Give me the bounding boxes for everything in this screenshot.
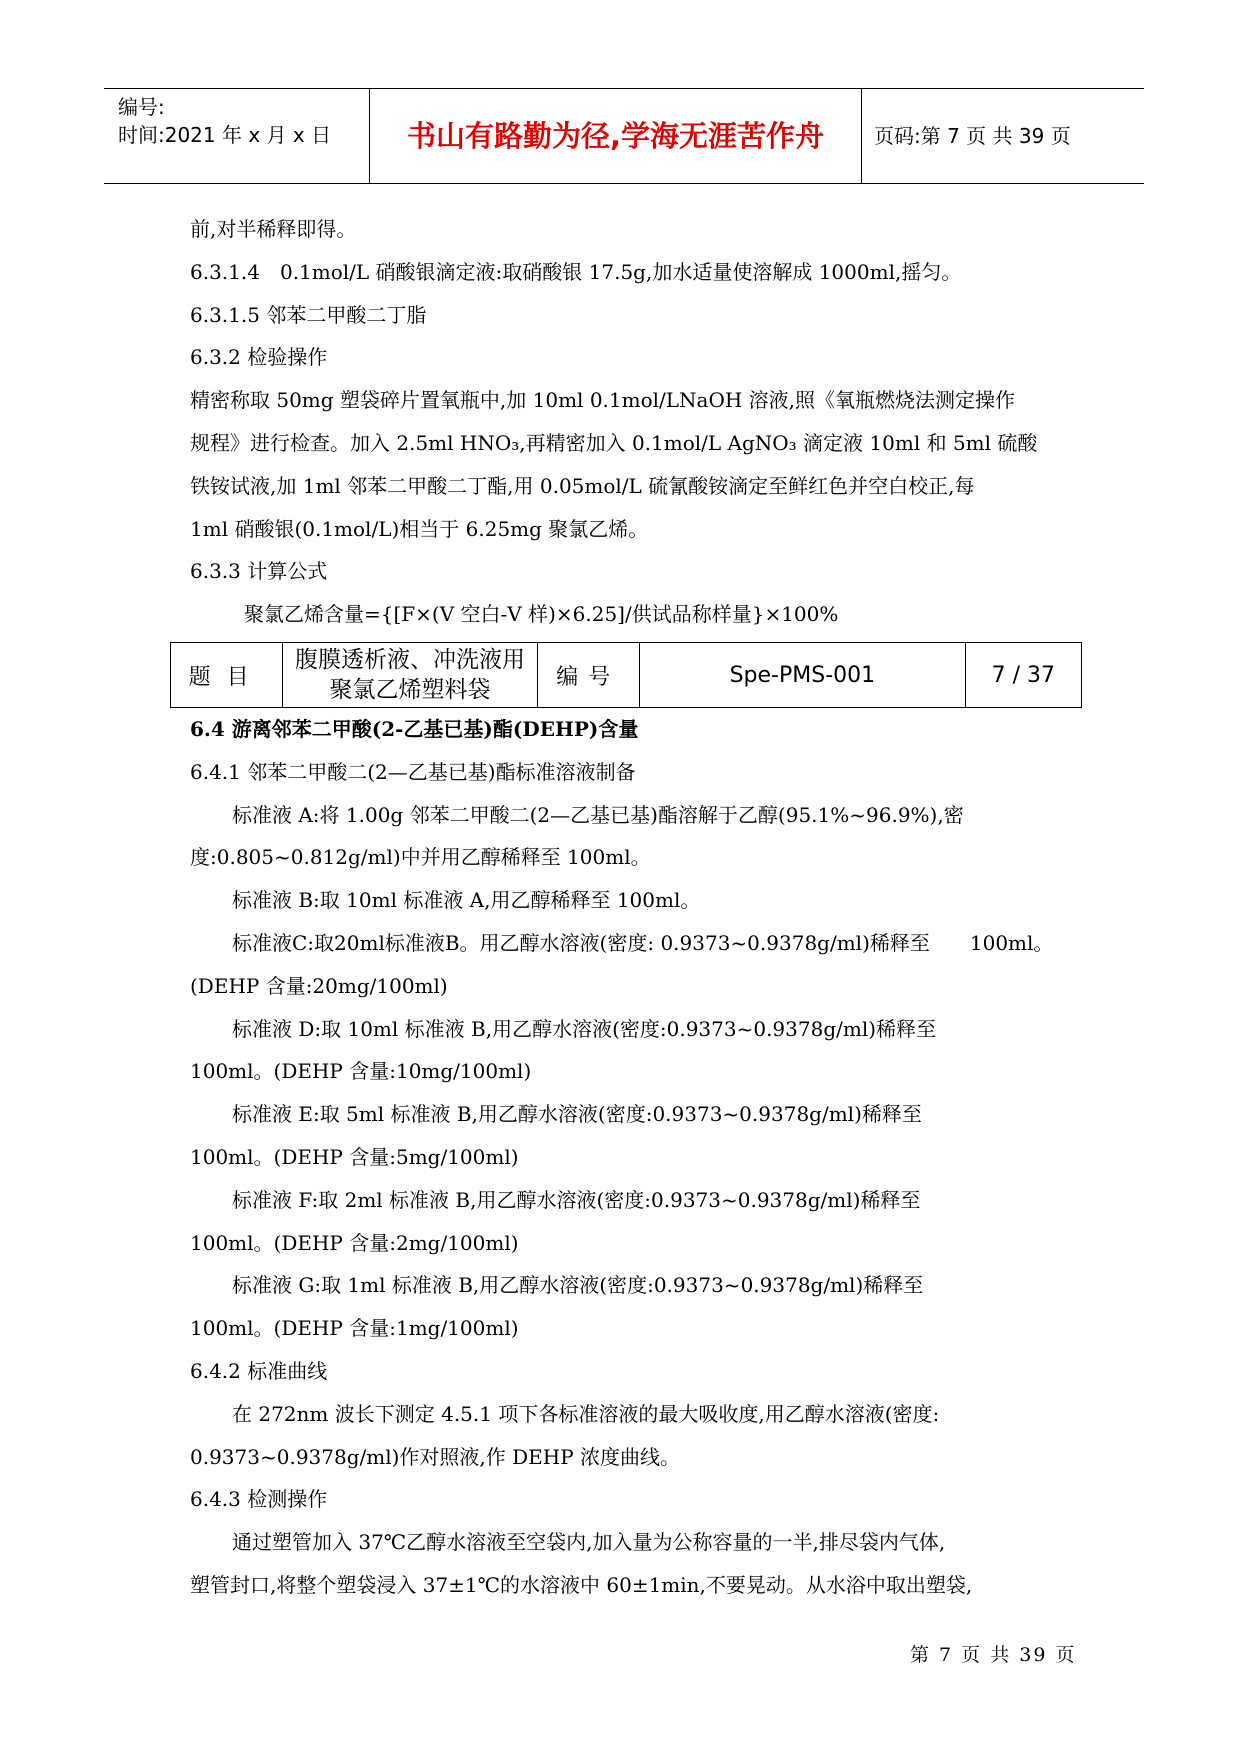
body-line: 6.3.2 检验操作: [190, 345, 328, 370]
body-line: 100ml。(DEHP 含量:10mg/100ml): [190, 1059, 532, 1084]
document-code: Spe-PMS-001: [640, 643, 966, 708]
title-label: 题目: [171, 643, 283, 708]
header-motto: 书山有路勤为径,学海无涯苦作舟: [406, 119, 825, 153]
body-line: 标准液 F:取 2ml 标准液 B,用乙醇水溶液(密度:0.9373~0.9378g/ml)稀释至: [232, 1187, 921, 1212]
body-line: 6.3.1.4 0.1mol/L 硝酸银滴定液:取硝酸银 17.5g,加水适量使溶解成 1000ml,摇匀。: [190, 259, 962, 284]
body-line: 100ml。(DEHP 含量:5mg/100ml): [190, 1144, 519, 1169]
body-line: 通过塑管加入 37℃乙醇水溶液至空袋内,加入量为公称容量的一半,排尽袋内气体,: [232, 1530, 946, 1555]
body-line: 标准液 A:将 1.00g 邻苯二甲酸二(2—乙基已基)酯溶解于乙醇(95.1%~96.9%),密: [232, 802, 964, 827]
body-line: 100ml。(DEHP 含量:2mg/100ml): [190, 1230, 519, 1255]
body-line: (DEHP 含量:20mg/100ml): [190, 973, 448, 998]
header-page-number: 页码:第 7 页 共 39 页: [874, 124, 1071, 148]
body-line: 6.4.1 邻苯二甲酸二(2—乙基已基)酯标准溶液制备: [190, 759, 636, 784]
number-label: 编号: [537, 643, 639, 708]
product-name-line: 腹膜透析液、冲洗液用: [294, 647, 525, 673]
body-line: 标准液C:取20ml标准液B。用乙醇水溶液(密度: 0.9373~0.9378g/ml)稀释至 100ml。: [232, 930, 1054, 955]
document-number-label: 编号:: [118, 95, 165, 119]
body-line: 6.4.3 检测操作: [190, 1487, 328, 1512]
body-line: 度:0.805~0.812g/ml)中并用乙醇稀释至 100ml。: [190, 845, 651, 870]
body-line: 塑管封口,将整个塑袋浸入 37±1℃的水溶液中 60±1min,不要晃动。从水浴中取出塑袋,: [190, 1572, 973, 1597]
body-line: 6.3.3 计算公式: [190, 559, 328, 584]
body-line: 6.4.2 标准曲线: [190, 1358, 328, 1383]
body-line: 1ml 硝酸银(0.1mol/L)相当于 6.25mg 聚氯乙烯。: [190, 516, 649, 541]
body-line: 精密称取 50mg 塑袋碎片置氧瓶中,加 10ml 0.1mol/LNaOH 溶液,照《氧瓶燃烧法测定操作: [190, 388, 1016, 413]
header-meta: [118, 93, 331, 149]
section-heading: 6.4 游离邻苯二甲酸(2-乙基已基)酯(DEHP)含量: [190, 716, 639, 741]
document-time: 时间:2021 年 x 月 x 日: [118, 123, 332, 147]
body-line: 在 272nm 波长下测定 4.5.1 项下各标准溶液的最大吸收度,用乙醇水溶液(密度:: [232, 1401, 940, 1426]
formula: 聚氯乙烯含量={[F×(V 空白-V 样)×6.25]/供试品称样量}×100%: [244, 602, 839, 627]
document-body: [190, 208, 1070, 1607]
body-line: 标准液 D:取 10ml 标准液 B,用乙醇水溶液(密度:0.9373~0.9378g/ml)稀释至: [232, 1016, 937, 1041]
body-line: 100ml。(DEHP 含量:1mg/100ml): [190, 1316, 519, 1341]
table-page: 7 / 37: [965, 643, 1081, 708]
product-name: [283, 643, 537, 708]
header-divider: [861, 89, 862, 183]
body-line: 标准液 E:取 5ml 标准液 B,用乙醇水溶液(密度:0.9373~0.9378g/ml)稀释至: [232, 1102, 922, 1127]
page-header: [104, 88, 1144, 184]
body-line: 0.9373~0.9378g/ml)作对照液,作 DEHP 浓度曲线。: [190, 1444, 681, 1469]
title-table: [170, 642, 1082, 708]
body-line: 6.3.1.5 邻苯二甲酸二丁脂: [190, 302, 427, 327]
body-line: 前,对半稀释即得。: [190, 217, 357, 241]
section-body: [190, 751, 1070, 1607]
body-line: 标准液 B:取 10ml 标准液 A,用乙醇稀释至 100ml。: [232, 888, 701, 913]
body-line: 铁铵试液,加 1ml 邻苯二甲酸二丁酯,用 0.05mol/L 硫氰酸铵滴定至鲜红色并空白校正,每: [190, 473, 975, 498]
product-name-line: 聚氯乙烯塑料袋: [329, 677, 491, 703]
body-line: 标准液 G:取 1ml 标准液 B,用乙醇水溶液(密度:0.9373~0.9378g/ml)稀释至: [232, 1273, 924, 1298]
page-footer: 第 7 页 共 39 页: [910, 1644, 1077, 1666]
body-line: 规程》进行检查。加入 2.5ml HNO₃,再精密加入 0.1mol/L AgNO₃ 滴定液 10ml 和 5ml 硫酸: [190, 430, 1038, 455]
